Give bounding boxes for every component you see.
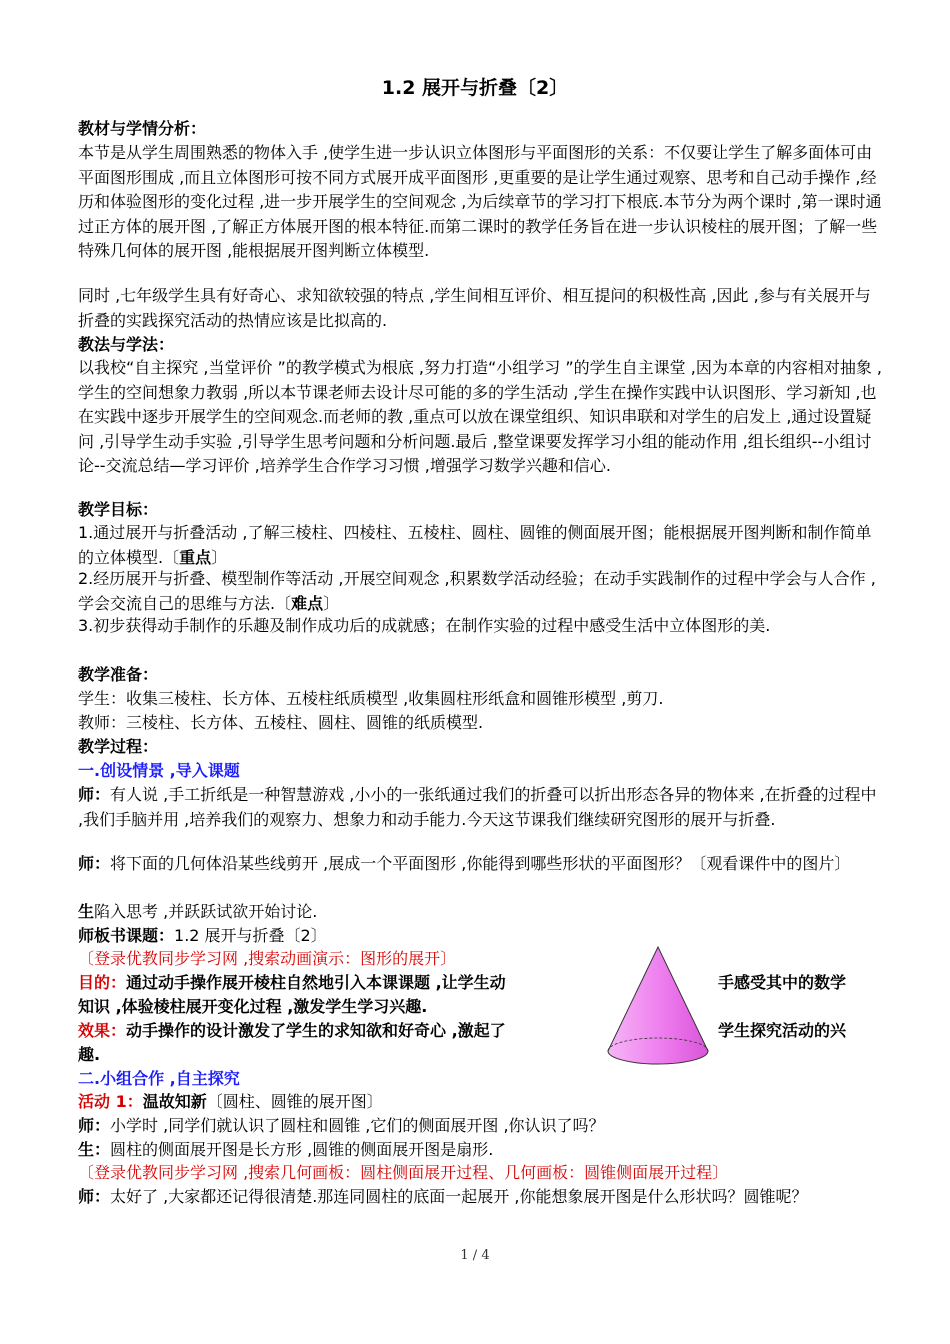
effect-line: [78, 1019, 598, 1044]
speech-text: 有人说 ,手工折纸是一种智慧游戏 ,小小的一张纸通过我们的折叠可以折出形态各异的物体来 ,在折叠的过程中 ,我们手脑并用 ,培养我们的观察力、想象力和动手能力.今天这节课我们继续研究图形的展开与折叠.: [78, 785, 877, 829]
section-heading-process: 教学过程：: [78, 737, 159, 756]
activity-1-line: [78, 1090, 883, 1115]
speech-text: 圆柱的侧面展开图是长方形 ,圆锥的侧面展开图是扇形.: [110, 1140, 494, 1159]
speech-text: 陷入思考 ,并跃跃试欲开始讨论.: [94, 902, 318, 921]
board-text: 1.2 展开与折叠〔2〕: [174, 926, 327, 945]
activity-subtitle: 〔圆柱、圆锥的展开图〕: [206, 1092, 383, 1111]
section-heading-method: 教法与学法：: [78, 335, 175, 354]
goal-item-2: [78, 567, 883, 616]
paragraph-text: 本节是从学生周围熟悉的物体入手 ,使学生进一步认识立体图形与平面图形的关系：不仅要让学生了解多面体可由平面图形围成 ,而且立体图形可按不同方式展开成平面图形 ,更重要的是让学生通过观察、思考和自己动手操作 ,经历和体验图形的变化过程 ,进一步开展学生的空间观念 ,为后续章节的学习打下根底.本节分为两个课时 ,第一课时通过正方体的展开图 ,了解正方体展开图的根本特征.而第二课时的教学任务旨在进一步认识棱柱的展开图；了解一些特殊几何体的展开图 ,能根据展开图判断立体模型.: [78, 143, 882, 261]
paragraph-text: 以我校“自主探究 ,当堂评价 ”的教学模式为根底 ,努力打造“小组学习 ”的学生自主课堂 ,因为本章的内容相对抽象 ,学生的空间想象力教弱 ,所以本节课老师去设计尽可能的多的学生活动 ,学生在操作实践中认识图形、学习新知 ,也在实践中逐步开展学生的空间观念.而老师的教 ,重点可以放在课堂组织、知识串联和对学生的启发上 ,通过设置疑问 ,引导学生动手实验 ,引导学生思考问题和分析问题.最后 ,整堂课要发挥学习小组的能动作用 ,组长组织--小组讨论--交流总结—学习评价 ,培养学生合作学习习惯 ,增强学习数学兴趣和信心.: [78, 358, 883, 476]
paragraph-text: 同时 ,七年级学生具有好奇心、求知欲较强的特点 ,学生间相互评价、相互提问的积极性高 ,因此 ,参与有关展开与折叠的实践探究活动的热情应该是比拟高的.: [78, 286, 871, 330]
speaker-label: 生: [78, 902, 95, 921]
aim-line-2: 知识 ,体验棱柱展开变化过程 ,激发学生学习兴趣.: [78, 997, 428, 1016]
speaker-label: 师：: [78, 785, 111, 804]
aim-right-text: 手感受其中的数学: [718, 973, 847, 992]
effect-line-2: 趣.: [78, 1045, 101, 1064]
board-title-line: [78, 924, 883, 949]
section-heading-prep: 教学准备：: [78, 665, 159, 684]
activity-title: 温故知新: [142, 1092, 207, 1111]
speech-text: 将下面的几何体沿某些线剪开 ,展成一个平面图形 ,你能得到哪些形状的平面图形？〔观看课件中的图片〕: [110, 854, 851, 873]
speaker-label: 师：: [78, 1116, 111, 1135]
paragraph-analysis-2: [78, 284, 883, 333]
goal-tag-difficulty: 难点: [291, 593, 324, 613]
speech-text: 小学时 ,同学们就认识了圆柱和圆锥 ,它们的侧面展开图 ,你认识了吗？: [110, 1116, 605, 1135]
resource-link-1[interactable]: 〔登录优教同步学习网 ,搜索动画演示：图形的展开〕: [78, 949, 457, 968]
speaker-label: 师：: [78, 1187, 111, 1206]
goal-text: 1.通过展开与折叠活动 ,了解三棱柱、四棱柱、五棱柱、圆柱、圆锥的侧面展开图；能根据展开图判断和制作简单的立体模型.〔: [78, 523, 872, 567]
teacher-line-4: [78, 1185, 883, 1210]
cone-figure-icon: [606, 945, 710, 1067]
resource-link-2[interactable]: 〔登录优教同步学习网 ,搜索几何画板：圆柱侧面展开过程、几何画板：圆锥侧面展开过程〕: [78, 1163, 729, 1182]
prep-student: 学生：收集三棱柱、长方体、五棱柱纸质模型 ,收集圆柱形纸盒和圆锥形模型 ,剪刀.: [78, 689, 664, 708]
teacher-line-2: [78, 852, 883, 877]
goal-tag-key: 重点: [179, 547, 212, 567]
goal-bracket: 〕: [323, 593, 340, 613]
section-heading-goals: 教学目标：: [78, 500, 159, 519]
paragraph-analysis-1: [78, 141, 883, 264]
aim-text: 通过动手操作展开棱柱自然地引入本课课题 ,让学生动: [126, 973, 506, 992]
goal-text: 2.经历展开与折叠、模型制作等活动 ,开展空间观念 ,积累数学活动经验；在动手实践制作的过程中学会与人合作 ,学会交流自己的思维与方法.〔: [78, 569, 876, 613]
paragraph-method: [78, 356, 883, 479]
goal-item-1: [78, 521, 883, 570]
effect-right-text: 学生探究活动的兴: [718, 1021, 847, 1040]
teacher-line-3: [78, 1114, 883, 1139]
effect-label: 效果：: [78, 1021, 127, 1040]
goal-bracket: 〕: [211, 547, 228, 567]
activity-label: 活动 1：: [78, 1092, 143, 1111]
page-title: 1.2 展开与折叠〔2〕: [381, 77, 569, 99]
aim-label: 目的：: [78, 973, 127, 992]
effect-text: 动手操作的设计激发了学生的求知欲和好奇心 ,激起了: [126, 1021, 506, 1040]
section-heading-analysis: 教材与学情分析：: [78, 119, 207, 138]
speaker-label: 师板书课题：: [78, 926, 175, 945]
speaker-label: 师：: [78, 854, 111, 873]
speaker-label: 生：: [78, 1140, 111, 1159]
goal-item-3: 3.初步获得动手制作的乐趣及制作成功后的成就感；在制作实验的过程中感受生活中立体图形的美.: [78, 616, 771, 635]
aim-line: [78, 971, 598, 996]
prep-teacher: 教师：三棱柱、长方体、五棱柱、圆柱、圆锥的纸质模型.: [78, 713, 484, 732]
part-heading-1: 一.创设情景 ,导入课题: [78, 761, 240, 780]
teacher-line-1: [78, 783, 883, 832]
page-number: 1 / 4: [460, 1248, 490, 1263]
student-line-1: [78, 900, 883, 925]
part-heading-2: 二.小组合作 ,自主探究: [78, 1069, 240, 1088]
student-line-2: [78, 1138, 883, 1163]
speech-text: 太好了 ,大家都还记得很清楚.那连同圆柱的底面一起展开 ,你能想象展开图是什么形状吗？圆锥呢？: [110, 1187, 808, 1206]
